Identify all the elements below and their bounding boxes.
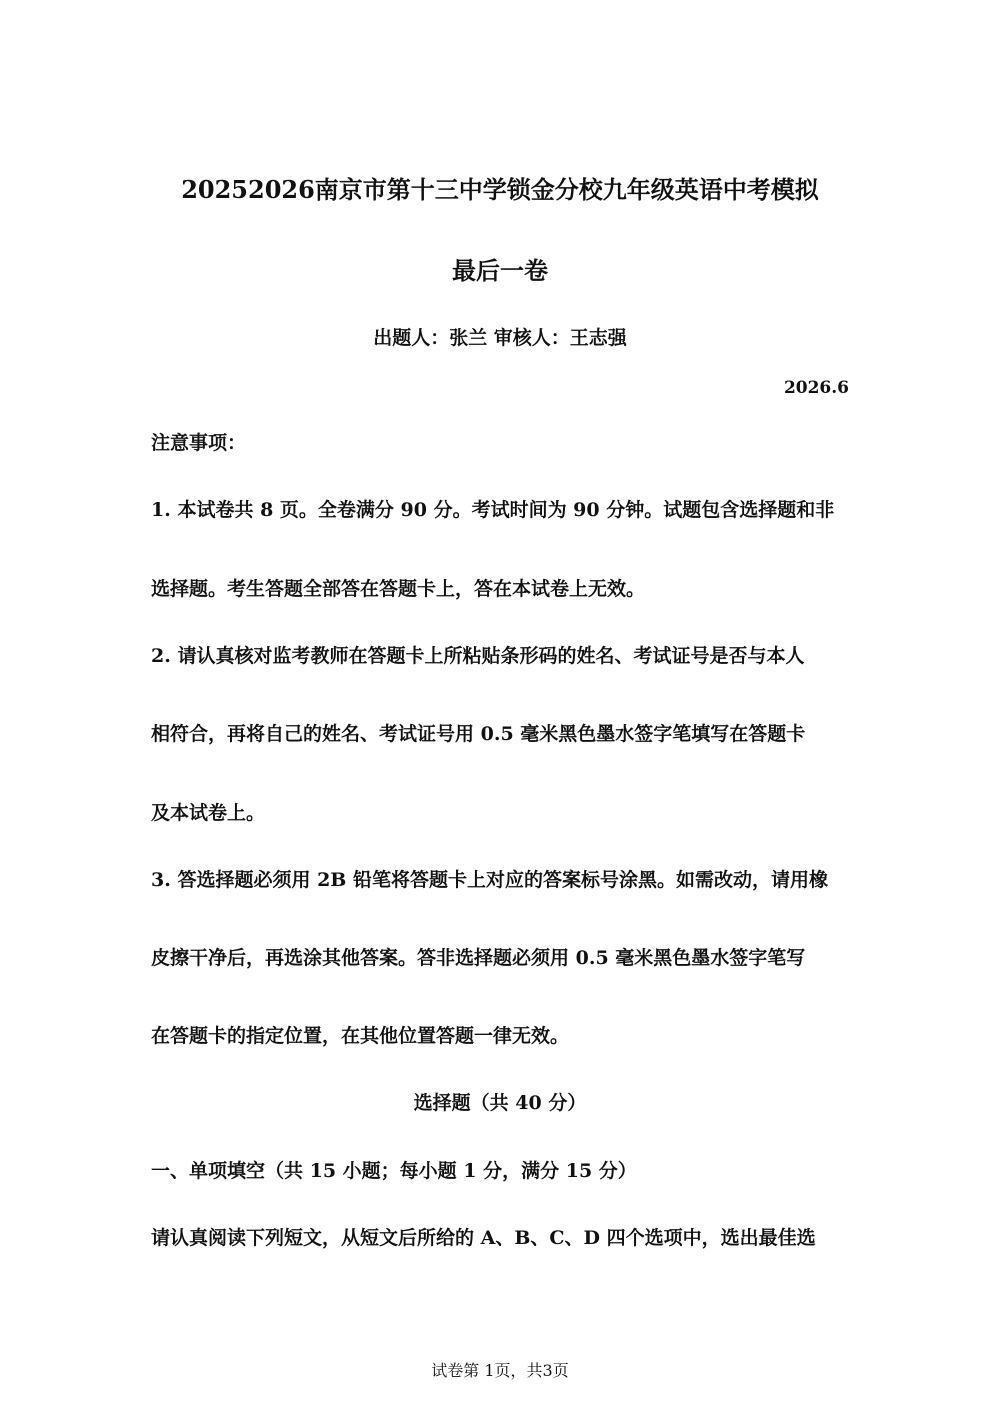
- notes-line: 选择题。考生答题全部答在答题卡上，答在本试卷上无效。: [151, 578, 646, 600]
- part-instruction: 请认真阅读下列短文，从短文后所给的 A、B、C、D 四个选项中，选出最佳选: [151, 1227, 816, 1249]
- notes-heading: 注意事项：: [151, 432, 247, 454]
- part-title: 一、单项填空（共 15 小题；每小题 1 分，满分 15 分）: [151, 1160, 637, 1182]
- exam-title-line-1: 20252026南京市第十三中学锁金分校九年级英语中考模拟: [181, 175, 819, 204]
- notes-line: 1. 本试卷共 8 页。全卷满分 90 分。考试时间为 90 分钟。试题包含选择题和非: [151, 499, 835, 521]
- authors-line: 出题人：张兰 审核人：王志强: [373, 327, 627, 349]
- notes-line: 2. 请认真核对监考教师在答题卡上所粘贴条形码的姓名、考试证号是否与本人: [151, 645, 805, 667]
- section-heading: 选择题（共 40 分）: [413, 1092, 587, 1114]
- notes-line: 及本试卷上。: [151, 802, 266, 824]
- notes-line: 在答题卡的指定位置，在其他位置答题一律无效。: [151, 1025, 570, 1047]
- notes-line: 皮擦干净后，再选涂其他答案。答非选择题必须用 0.5 毫米黑色墨水签字笔写: [151, 947, 806, 969]
- notes-line: 相符合，再将自己的姓名、考试证号用 0.5 毫米黑色墨水签字笔填写在答题卡: [151, 723, 806, 745]
- page-footer: 试卷第 1页，共3页: [431, 1361, 569, 1380]
- exam-date: 2026.6: [783, 378, 849, 398]
- notes-line: 3. 答选择题必须用 2B 铅笔将答题卡上对应的答案标号涂黑。如需改动，请用橡: [151, 869, 828, 891]
- exam-title-line-2: 最后一卷: [452, 256, 548, 285]
